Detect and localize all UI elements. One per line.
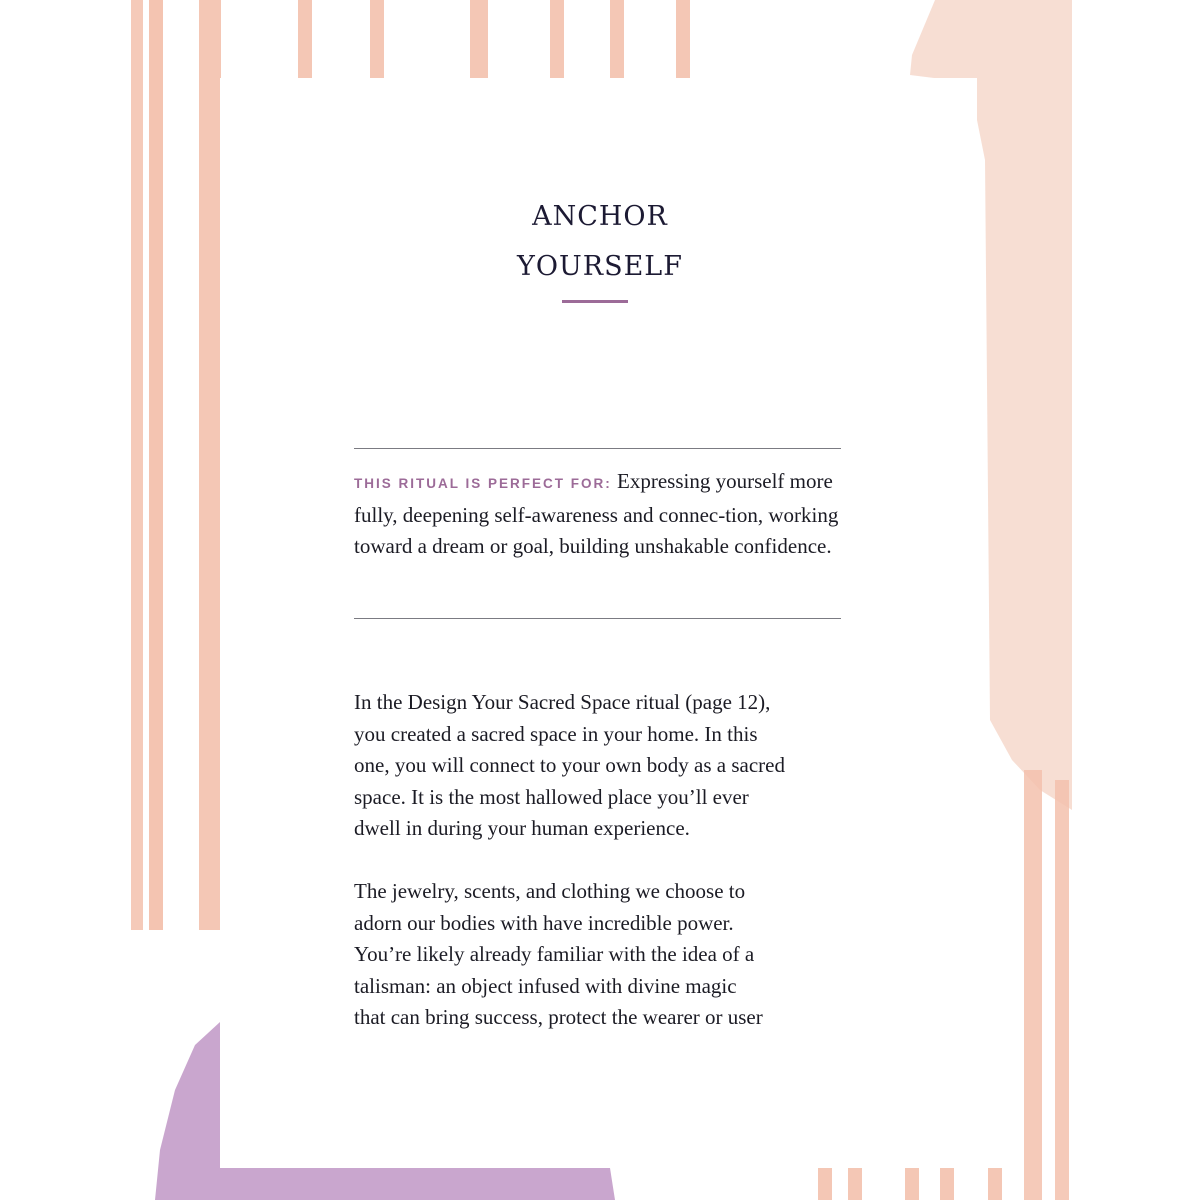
stroke-right-2 xyxy=(1055,780,1069,1200)
stroke-bottom-4 xyxy=(940,1168,954,1200)
paragraph-line: In the Design Your Sacred Space ritual (page 12), xyxy=(354,690,771,714)
paragraph-line: one, you will connect to your own body as a sacred xyxy=(354,753,785,777)
paragraph-line: You’re likely already familiar with the idea of a xyxy=(354,942,755,966)
paragraph-line: The jewelry, scents, and clothing we choose to xyxy=(354,879,746,903)
callout-top-divider xyxy=(354,448,841,449)
stroke-bottom-5 xyxy=(988,1168,1002,1200)
title-line-1: ANCHOR xyxy=(532,201,668,232)
title-line-2: YOURSELF xyxy=(517,251,683,282)
stroke-top-6 xyxy=(676,0,690,78)
stroke-top-5 xyxy=(610,0,624,78)
callout-label: THIS RITUAL IS PERFECT FOR: xyxy=(354,476,612,491)
paragraph-line: dwell in during your human experience. xyxy=(354,816,690,840)
paragraph-line: you created a sacred space in your home. In this xyxy=(354,721,758,746)
body-paragraph xyxy=(354,687,844,845)
stroke-top-4 xyxy=(550,0,564,78)
paragraph-line: that can bring success, protect the wearer or user xyxy=(354,1005,763,1029)
callout-box xyxy=(354,466,840,563)
page-title xyxy=(0,192,1200,292)
callout-bottom-divider xyxy=(354,618,841,619)
stroke-left-3 xyxy=(199,0,221,930)
stroke-bottom-3 xyxy=(905,1168,919,1200)
stroke-top-2 xyxy=(370,0,384,78)
callout-text: Expressing yourself more fully, deepening self-awareness and connec-tion, working toward a dream or goal, building unshakable confidence. xyxy=(354,469,839,558)
paragraph-line: talisman: an object infused with divine magic xyxy=(354,973,737,998)
title-underline xyxy=(562,300,628,303)
stroke-bottom-1 xyxy=(818,1168,832,1200)
stroke-left-1 xyxy=(131,0,143,930)
stroke-left-2 xyxy=(149,0,163,930)
paragraph-line: adorn our bodies with have incredible power. xyxy=(354,910,734,935)
paragraph-line: space. It is the most hallowed place you’ll ever xyxy=(354,784,749,809)
stroke-top-3 xyxy=(470,0,488,78)
body-paragraph xyxy=(354,876,844,1034)
stroke-bottom-2 xyxy=(848,1168,862,1200)
stroke-right-1 xyxy=(1024,770,1042,1200)
stroke-top-1 xyxy=(298,0,312,78)
